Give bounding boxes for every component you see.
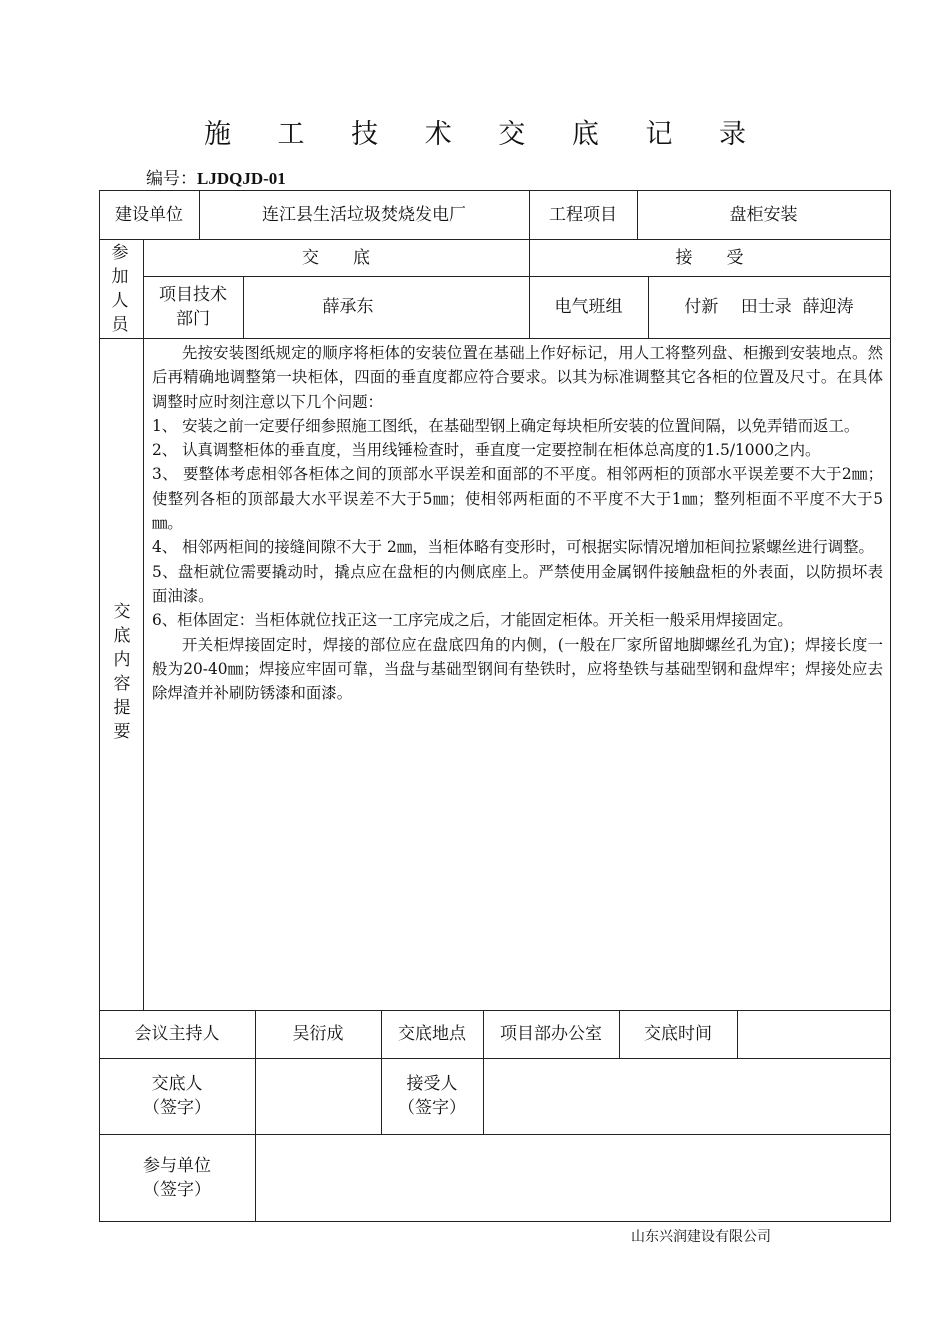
units-signature-label: 参与单位 （签字） [143, 1155, 211, 1200]
receiver-signature-label: 接受人 （签字） [398, 1074, 466, 1118]
project-label: 工程项目 [549, 204, 617, 225]
content-paragraph: 1、 安装之前一定要仔细参照施工图纸，在基础型钢上确定每块柜所安装的位置间隔，以免弄错而返工。 [152, 416, 860, 435]
host-label: 会议主持人 [134, 1024, 220, 1044]
participants-label: 参 加 人 员 [111, 243, 129, 335]
place-value: 项目部办公室 [500, 1024, 602, 1044]
content-paragraph: 3、 要整体考虑相邻各柜体之间的顶部水平误差和面部的不平度。相邻两柜的顶部水平误差要不大于2㎜；使整列各柜的顶部最大水平误差不大于5㎜；使相邻两柜面的不平度不大于1㎜；整列柜面不平度不大于5㎜。 [152, 465, 883, 533]
handover-header: 交 底 [302, 247, 370, 268]
time-label: 交底时间 [644, 1024, 712, 1044]
document-number-value: LJDQJD-01 [197, 169, 286, 188]
dept-label: 项目技术部门 [159, 285, 227, 329]
units-signature-field[interactable] [255, 1134, 890, 1221]
document-number-label: 编号： [146, 169, 197, 189]
document-number [146, 164, 286, 189]
giver-signature-field[interactable] [255, 1058, 381, 1134]
document-title: 施 工 技 术 交 底 记 录 [203, 119, 766, 150]
client-label: 建设单位 [115, 204, 183, 225]
place-label: 交底地点 [398, 1024, 466, 1044]
content-paragraph: 5、盘柜就位需要撬动时，撬点应在盘柜的内侧底座上。严禁使用金属钢件接触盘柜的外表面，以防损坏表面油漆。 [152, 562, 883, 605]
host-value: 吴衍成 [292, 1024, 344, 1044]
client-value: 连江县生活垃圾焚烧发电厂 [262, 204, 466, 225]
project-value: 盘柜安装 [729, 204, 798, 225]
team-people: 付新 田士录 薛迎涛 [684, 297, 854, 317]
receiver-signature-field[interactable] [483, 1058, 890, 1134]
content-paragraph: 4、 相邻两柜间的接缝间隙不大于 2㎜，当柜体略有变形时，可根据实际情况增加柜间拉紧螺丝进行调整。 [152, 538, 874, 557]
team-label: 电气班组 [554, 297, 623, 317]
giver-signature-label: 交底人 （签字） [143, 1074, 211, 1118]
content-body [152, 341, 883, 705]
content-paragraph: 6、柜体固定：当柜体就位找正这一工序完成之后，才能固定柜体。开关柜一般采用焊接固定。 [152, 611, 793, 630]
dept-person: 薛承东 [322, 297, 374, 317]
content-paragraph: 先按安装图纸规定的顺序将柜体的安装位置在基础上作好标记，用人工将整列盘、柜搬到安装地点。然后再精确地调整第一块柜体，四面的垂直度都应符合要求。以其为标准调整其它各柜的位置及尺寸。在具体调整时应时刻注意以下几个问题： [152, 344, 883, 411]
receive-header: 接 受 [675, 247, 744, 268]
content-paragraph: 开关柜焊接固定时，焊接的部位应在盘底四角的内侧，(一般在厂家所留地脚螺丝孔为宜)；焊接长度一般为20-40㎜；焊接应牢固可靠，当盘与基础型钢间有垫铁时，应将垫铁与基础型钢和盘焊牢；焊接处应去除焊渣并补刷防锈漆和面漆。 [152, 635, 883, 703]
time-value[interactable] [737, 1010, 890, 1058]
company-footer: 山东兴润建设有限公司 [631, 1229, 771, 1245]
content-label: 交 底 内 容 提 要 [113, 602, 131, 742]
content-paragraph: 2、 认真调整柜体的垂直度，当用线锤检查时，垂直度一定要控制在柜体总高度的1.5/1000之内。 [152, 441, 821, 460]
